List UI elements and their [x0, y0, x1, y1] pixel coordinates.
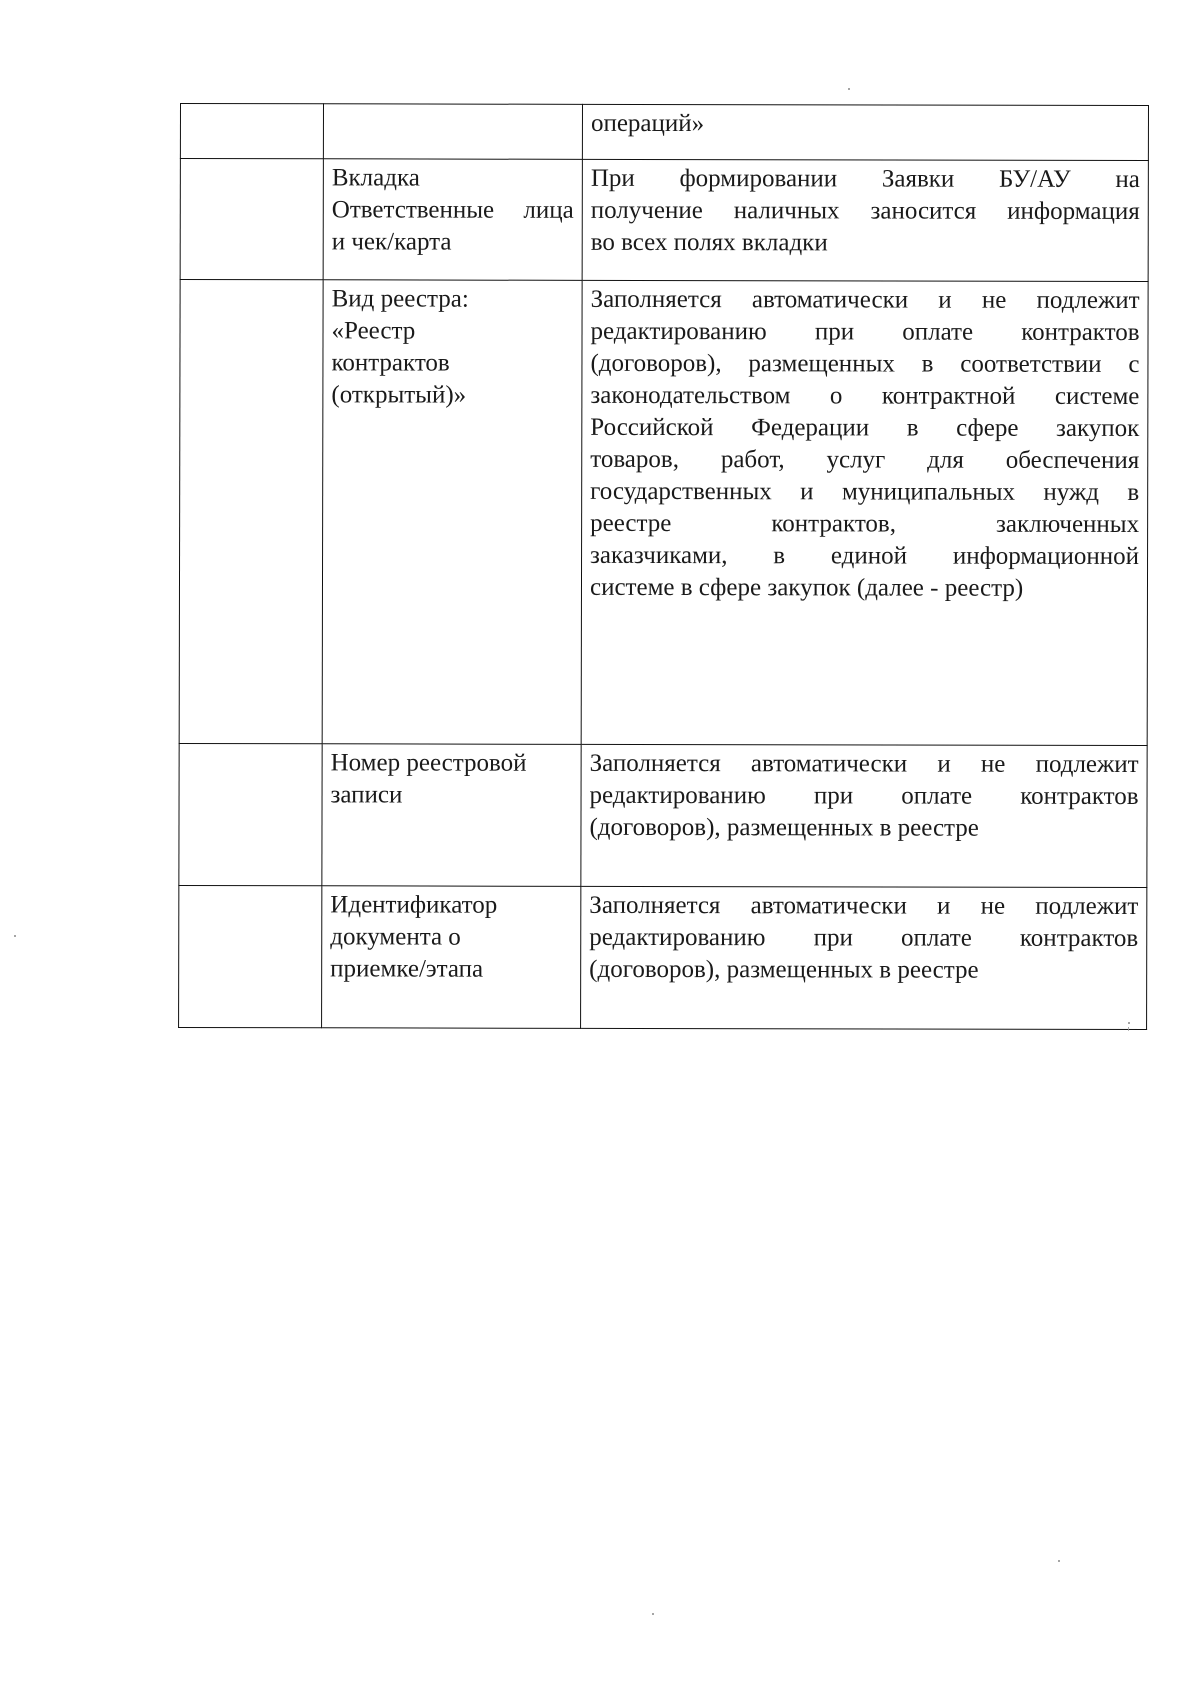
field-name-cell — [323, 159, 582, 281]
cell-text-line: получение наличных заносится информация — [590, 196, 1140, 226]
field-description-cell — [581, 280, 1148, 745]
cell-text-line: Вкладка — [331, 164, 420, 192]
cell-text-line: Заполняется автоматически и не подлежит — [590, 285, 1140, 315]
scan-speck — [1128, 1028, 1129, 1031]
cell-text-line: документа о — [330, 923, 461, 951]
cell-text-line: (договоров), размещенных в реестре — [589, 813, 979, 842]
scan-speck — [1128, 1022, 1130, 1024]
cell-text-line: Заполняется автоматически и не подлежит — [589, 749, 1139, 779]
cell-text-line: и чек/карта — [331, 228, 452, 256]
field-description-cell — [581, 744, 1147, 887]
cell-text-line: товаров, работ, услуг для обеспечения — [590, 445, 1140, 475]
cell-text-line: (открытый)» — [331, 381, 467, 409]
field-name-cell — [322, 886, 581, 1029]
cell-text-line: заказчиками, в единой информационной — [590, 541, 1140, 571]
cell-text-line: системе в сфере закупок (далее - реестр) — [589, 573, 1024, 602]
field-description-cell — [582, 104, 1148, 160]
table-row — [180, 104, 1148, 161]
cell-text-line: «Реестр — [331, 317, 416, 345]
scan-speck — [1128, 1027, 1129, 1028]
table-row — [180, 159, 1148, 282]
cell-text-line: Российской Федерации в сфере закупок — [590, 413, 1140, 443]
scan-speck — [652, 1613, 654, 1615]
cell-text-line: (договоров), размещенных в соответствии с — [590, 349, 1140, 379]
cell-text-line: редактированию при оплате контрактов — [590, 317, 1140, 347]
row-number-cell — [180, 104, 323, 159]
cell-text-line: записи — [330, 781, 403, 809]
field-description-cell — [581, 886, 1147, 1029]
cell-text-line: законодательством о контрактной системе — [590, 381, 1140, 411]
cell-text-line: Идентификатор — [330, 891, 498, 919]
field-name-cell — [322, 280, 582, 745]
table-row — [179, 885, 1147, 1029]
field-name-cell — [322, 744, 581, 887]
cell-text-line: Вид реестра: — [331, 285, 469, 313]
table-row — [179, 743, 1147, 887]
field-description-cell — [582, 159, 1148, 281]
cell-text-line: контрактов — [331, 349, 450, 377]
scan-speck — [848, 88, 850, 90]
cell-text-line: приемке/этапа — [330, 955, 484, 983]
row-number-cell — [179, 743, 322, 885]
field-name-cell — [323, 104, 582, 160]
cell-text-line: редактированию при оплате контрактов — [589, 923, 1139, 953]
row-number-cell — [179, 280, 323, 744]
cell-text-line: Заполняется автоматически и не подлежит — [589, 891, 1139, 921]
scan-speck — [1058, 1560, 1060, 1562]
table-row — [179, 280, 1148, 746]
cell-text-line: операций» — [590, 109, 705, 138]
cell-text-line: Ответственные лица — [331, 196, 574, 224]
row-number-cell — [179, 885, 322, 1027]
field-description-table — [178, 103, 1149, 1030]
cell-text-line: редактированию при оплате контрактов — [589, 781, 1139, 811]
cell-text-line: Номер реестровой — [330, 749, 527, 777]
scan-speck — [14, 935, 16, 937]
row-number-cell — [180, 159, 323, 280]
cell-text-line: (договоров), размещенных в реестре — [589, 955, 979, 984]
cell-text-line: государственных и муниципальных нужд в — [590, 477, 1140, 507]
cell-text-line: реестре контрактов, заключенных — [590, 509, 1140, 539]
cell-text-line: во всех полях вкладки — [590, 228, 828, 257]
cell-text-line: При формировании Заявки БУ/АУ на — [590, 164, 1140, 194]
